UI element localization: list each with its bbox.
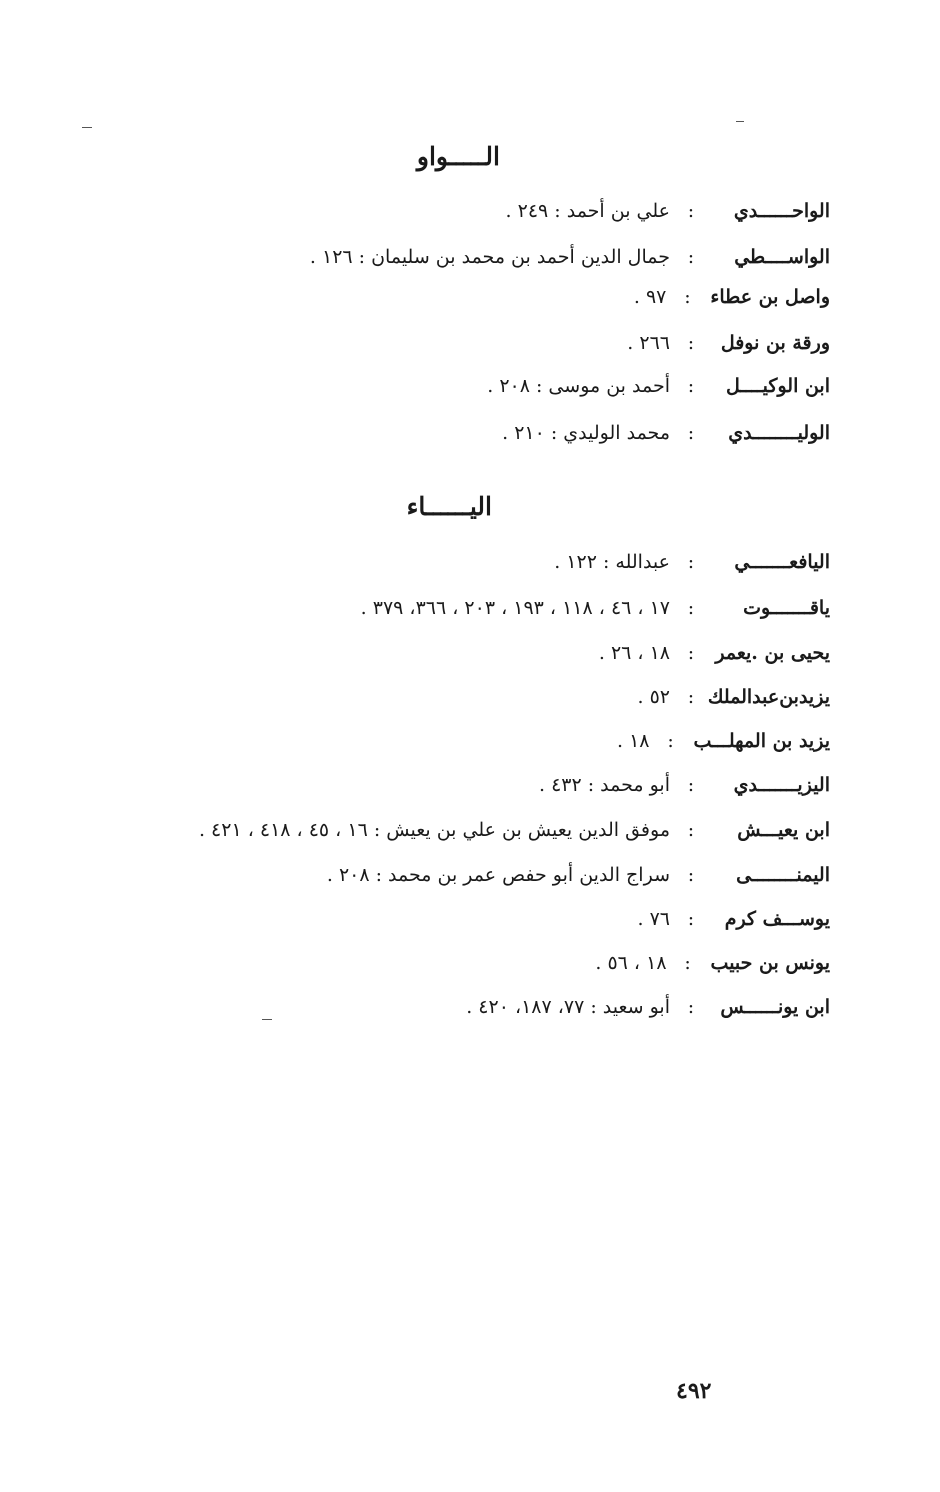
index-entry xyxy=(554,550,830,574)
entry-detail: علي بن أحمد : ٢٤٩ . xyxy=(505,200,670,222)
entry-separator: : xyxy=(687,908,695,930)
entry-detail: محمد الوليدي : ٢١٠ . xyxy=(502,422,670,444)
entry-name: اليزيـــــــدي xyxy=(733,774,830,796)
index-entry xyxy=(634,285,830,309)
entry-name: واصل بن عطاء xyxy=(710,286,830,308)
entry-separator: : xyxy=(687,375,695,397)
entry-separator: : xyxy=(687,774,695,796)
entry-detail: سراج الدين أبو حفص عمر بن محمد : ٢٠٨ . xyxy=(326,864,670,886)
entry-separator: : xyxy=(687,686,695,708)
entry-separator: : xyxy=(687,597,695,619)
entry-name: يزيدبن‌عبدالملك xyxy=(707,686,830,708)
entry-detail: جمال الدين أحمد بن محمد بن سليمان : ١٢٦ . xyxy=(309,246,670,268)
entry-separator: : xyxy=(667,730,674,752)
entry-detail: ٢٦٦ . xyxy=(627,332,670,354)
entry-detail: ١٧ ، ٤٦ ، ١١٨ ، ١٩٣ ، ٢٠٣ ، ٣٦٦، ٣٧٩ . xyxy=(360,597,670,619)
entry-separator: : xyxy=(687,864,695,886)
entry-separator: : xyxy=(687,332,695,354)
section-heading-waw: الـــــواو xyxy=(416,142,500,171)
entry-name: اليافعـــــــي xyxy=(734,551,830,573)
entry-name: ابن يونــــــس xyxy=(720,996,830,1018)
entry-detail: ١٨ ، ٥٦ . xyxy=(595,952,667,974)
entry-separator: : xyxy=(687,642,695,664)
entry-name: ابن الوكيــــل xyxy=(726,375,830,397)
page-number: ٤٩٢ xyxy=(676,1378,712,1404)
index-entry xyxy=(361,596,830,620)
entry-separator: : xyxy=(687,819,695,841)
entry-detail: ٥٢ . xyxy=(637,686,670,708)
section-heading-ya: اليــــــاء xyxy=(406,492,492,521)
entry-name: ياقـــــــوت xyxy=(743,597,830,619)
entry-separator: : xyxy=(687,996,695,1018)
index-entry xyxy=(487,374,830,398)
entry-detail: ٧٦ . xyxy=(637,908,670,930)
index-entry xyxy=(627,331,830,355)
index-entry xyxy=(506,199,830,223)
entry-separator: : xyxy=(687,422,695,444)
entry-detail: موفق الدين يعيش بن علي بن يعيش : ١٦ ، ٤٥ ، ٤١٨ ، ٤٢١ . xyxy=(198,819,670,841)
entry-detail: عبدالله : ١٢٢ . xyxy=(554,551,670,573)
entry-name: الواســــطي xyxy=(734,246,830,268)
scan-speck xyxy=(736,121,744,122)
entry-name: يوســـف كرم xyxy=(724,908,830,930)
index-entry xyxy=(310,245,830,269)
index-entry xyxy=(599,641,830,665)
index-entry xyxy=(539,773,830,797)
entry-name: يحيى بن .يعمر xyxy=(715,642,830,664)
entry-detail: أحمد بن موسى : ٢٠٨ . xyxy=(487,375,670,397)
entry-separator: : xyxy=(687,200,695,222)
entry-separator: : xyxy=(684,286,691,308)
entry-name: ابن يعيـــش xyxy=(737,819,830,841)
index-entry xyxy=(595,951,830,975)
entry-separator: : xyxy=(687,551,695,573)
index-entry xyxy=(617,729,830,753)
entry-detail: أبو سعيد : ٧٧، ١٨٧، ٤٢٠ . xyxy=(466,996,670,1018)
index-entry xyxy=(327,863,830,887)
entry-detail: ١٨ ، ٢٦ . xyxy=(598,642,670,664)
index-entry xyxy=(637,907,830,931)
entry-separator: : xyxy=(687,246,695,268)
entry-name: يزيد بن المهلـــب xyxy=(693,730,830,752)
entry-detail: ٩٧ . xyxy=(633,286,667,308)
entry-detail: ١٨ . xyxy=(617,730,650,752)
entry-separator: : xyxy=(684,952,691,974)
index-entry xyxy=(199,818,830,842)
scan-speck xyxy=(82,127,92,128)
entry-name: ورقة بن نوفل xyxy=(720,332,830,354)
entry-name: اليمنــــــــى xyxy=(736,864,830,886)
scan-speck xyxy=(262,1019,272,1020)
entry-detail: أبو محمد : ٤٣٢ . xyxy=(538,774,670,796)
entry-name: الواحــــــدي xyxy=(733,200,830,222)
index-entry xyxy=(466,995,830,1019)
index-entry xyxy=(502,421,830,445)
index-entry xyxy=(637,685,830,709)
entry-name: الوليــــــــدي xyxy=(728,422,830,444)
entry-name: يونس بن حبيب xyxy=(710,952,830,974)
